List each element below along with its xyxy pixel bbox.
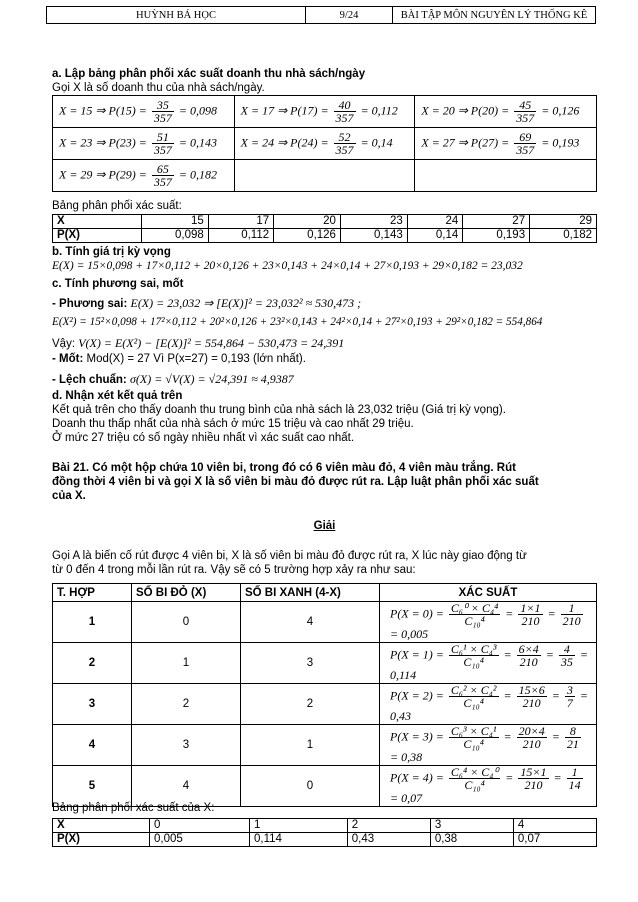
formula-lhs: X = 20 ⇒ P(20) = [421, 103, 513, 118]
solution-intro-line: từ 0 đến 4 trong mỗi lần rút ra. Vậy sẽ có 5 trường hợp xảy ra như sau: [52, 564, 416, 576]
formula-lhs: X = 24 ⇒ P(24) = [240, 135, 332, 150]
fraction-numerator: 3 [566, 683, 573, 697]
fraction [334, 99, 356, 124]
column-header: T. HỢP [53, 584, 132, 602]
blue-count-cell: 3 [241, 643, 380, 684]
formula-cell [234, 96, 415, 128]
column-header: XÁC SUẤT [380, 584, 597, 602]
formula-cell [234, 128, 415, 160]
problem-21-line: của X. [52, 490, 86, 502]
formula-result: = 0,126 [538, 103, 580, 118]
fraction [449, 684, 499, 709]
formula-result: = 0,098 [175, 103, 218, 118]
formula-lhs: P(X = 2) = [390, 688, 447, 703]
fraction [518, 602, 542, 627]
red-count-cell: 1 [132, 643, 241, 684]
fraction [334, 131, 356, 156]
part-d-line: Doanh thu thấp nhất của nhà sách ở mức 15 triệu và cao nhất 29 triệu. [52, 418, 414, 430]
fraction-denominator: 210 [521, 614, 540, 628]
fraction-denominator: 210 [524, 778, 543, 792]
fraction-numerator: 1 [567, 766, 583, 779]
row-label-x: X [53, 819, 150, 833]
fraction [449, 725, 499, 750]
p-value-cell: 0,193 [463, 229, 530, 243]
table-row [53, 643, 597, 684]
p-value-cell: 0,098 [142, 229, 209, 243]
probability-cell: P(X = 1) = $\frac{\text{C₆¹ × C₄³}}{\text{C₁₀⁴}}$ = $\frac{6\times 4}{210}$ = $\frac{4}{35}$ = 0,114 [380, 643, 597, 684]
x-value-cell: 15 [142, 215, 209, 229]
problem-21-line: đồng thời 4 viên bi và gọi X là số viên bi màu đỏ được rút ra. Lập luật phân phối xác suất [52, 476, 539, 488]
variance-formula-1: E(X) = 23,032 ⇒ [E(X)]² = 23,032² ≈ 530,473 ; [130, 296, 362, 310]
case-number-cell: 1 [53, 602, 132, 643]
fraction [517, 725, 547, 750]
std-formula: σ(X) = √V(X) = √24,391 ≈ 4,9387 [129, 372, 294, 386]
fraction-denominator: C₁₀⁴ [463, 737, 484, 751]
case-number-cell: 2 [53, 643, 132, 684]
formula-lhs: X = 15 ⇒ P(15) = [59, 103, 150, 118]
x-value-cell: 23 [340, 215, 407, 229]
p-value-cell: 0,143 [340, 229, 407, 243]
x-value-cell: 24 [407, 215, 463, 229]
page-header [46, 6, 596, 24]
formula-result: = 0,114 [390, 647, 588, 682]
fraction [517, 643, 541, 668]
variance-formula-2: E(X²) = 15²×0,098 + 17²×0,112 + 20²×0,126 + 23²×0,143 + 24²×0,14 + 27²×0,193 + 29²×0,182 = 554,864 [52, 316, 543, 328]
p-value-cell: 0,126 [274, 229, 341, 243]
formula-lhs: P(X = 0) = [390, 606, 447, 621]
std-label: - Lệch chuẩn: [52, 374, 130, 386]
fraction-denominator: 210 [522, 696, 541, 710]
part-c-title: c. Tính phương sai, mốt [52, 278, 184, 290]
fraction [517, 684, 547, 709]
empty-cell [234, 160, 415, 192]
fraction-numerator: 40 [334, 99, 356, 112]
blue-count-cell: 4 [241, 602, 380, 643]
p-value-cell: 0,43 [347, 833, 430, 847]
mode-text: Mod(X) = 27 Vì P(x=27) = 0,193 (lớn nhất). [86, 353, 306, 365]
fraction [518, 766, 548, 791]
dist-label-a: Bảng phân phối xác suất: [52, 200, 182, 212]
fraction [559, 643, 575, 668]
empty-cell [415, 160, 597, 192]
fraction-numerator: 15×1 [520, 765, 547, 779]
probability-cell: P(X = 0) = $\frac{\text{C₆⁰ × C₄⁴}}{\text{C₁₀⁴}}$ = $\frac{1\times 1}{210}$ = $\frac{1}{210}$ = 0,005 [380, 602, 597, 643]
formula-lhs: X = 29 ⇒ P(29) = [59, 167, 150, 182]
x-value-cell: 3 [430, 819, 513, 833]
fraction [449, 766, 500, 791]
part-d-line: Kết quả trên cho thấy doanh thu trung bình của nhà sách là 23,032 triệu (Giá trị kỳ vọng). [52, 404, 506, 416]
probability-cell: P(X = 4) = $\frac{\text{C₆⁴ × C₄⁰}}{\text{C₁₀⁴}}$ = $\frac{15\times 1}{210}$ = $\frac{1}{14}$ = 0,07 [380, 766, 597, 807]
header-page: 9/24 [306, 7, 393, 24]
fraction-numerator: 35 [152, 99, 174, 112]
fraction-denominator: 21 [566, 737, 579, 751]
problem-21-line: Bài 21. Có một hộp chứa 10 viên bi, trong đó có 6 viên màu đỏ, 4 viên màu trắng. Rút [52, 462, 516, 474]
probability-cell: P(X = 2) = $\frac{\text{C₆² × C₄²}}{\text{C₁₀⁴}}$ = $\frac{15\times 6}{210}$ = $\frac{3}{7}$ = 0,43 [380, 684, 597, 725]
part-d-line: Ở mức 27 triệu có số ngày nhiều nhất vì xác suất cao nhất. [52, 432, 355, 444]
distribution-table-a [52, 214, 597, 243]
variance-label: - Phương sai: [52, 298, 131, 310]
formula-cell [53, 96, 235, 128]
fraction-numerator: C₆⁰ × C₄⁴ [450, 601, 499, 615]
formula-lhs: P(X = 3) = [390, 729, 447, 744]
part-d-title: d. Nhận xét kết quả trên [52, 390, 183, 402]
fraction-denominator: C₁₀⁴ [464, 778, 485, 792]
formula-cell [53, 160, 235, 192]
fraction-denominator: 7 [566, 696, 573, 710]
table-row [53, 766, 597, 807]
fraction-denominator: 357 [153, 143, 172, 157]
cases-table [52, 583, 597, 807]
header-subject: BÀI TẬP MÔN NGUYÊN LÝ THỐNG KÊ [393, 7, 596, 24]
blue-count-cell: 0 [241, 766, 380, 807]
fraction-numerator: 52 [334, 131, 356, 144]
case-number-cell: 4 [53, 725, 132, 766]
part-b-title: b. Tính giá trị kỳ vọng [52, 246, 171, 258]
blue-count-cell: 1 [241, 725, 380, 766]
part-a-intro: Gọi X là số doanh thu của nhà sách/ngày. [52, 82, 265, 94]
fraction [449, 643, 499, 668]
fraction-numerator: C₆⁴ × C₄⁰ [450, 765, 499, 779]
probability-formula-table [52, 95, 597, 192]
fraction-numerator: 4 [559, 643, 575, 656]
row-label-px: P(X) [53, 229, 142, 243]
variance-result: V(X) = E(X²) − [E(X)]² = 554,864 − 530,473 = 24,391 [78, 336, 345, 350]
p-value-cell: 0,114 [249, 833, 347, 847]
formula-cell [415, 96, 597, 128]
x-value-cell: 1 [249, 819, 347, 833]
formula-cell [415, 128, 597, 160]
case-number-cell: 5 [53, 766, 132, 807]
fraction-numerator: C₆¹ × C₄³ [450, 642, 497, 656]
fraction [152, 99, 174, 124]
fraction-denominator: C₁₀⁴ [463, 696, 484, 710]
fraction-denominator: 357 [335, 111, 354, 125]
distribution-table-x [52, 818, 597, 847]
formula-lhs: X = 27 ⇒ P(27) = [421, 135, 513, 150]
fraction-denominator: 35 [560, 655, 573, 669]
formula-result: = 0,112 [357, 103, 398, 118]
column-header: SỐ BI XANH (4-X) [241, 584, 380, 602]
formula-result: = 0,182 [175, 167, 218, 182]
p-value-cell: 0,14 [407, 229, 463, 243]
fraction [514, 131, 536, 156]
fraction-denominator: 210 [562, 614, 581, 628]
formula-result: = 0,38 [390, 750, 423, 764]
p-value-cell: 0,005 [150, 833, 250, 847]
fraction [565, 684, 575, 709]
fraction-denominator: 14 [568, 778, 581, 792]
row-label-x: X [53, 215, 142, 229]
fraction-numerator: C₆² × C₄² [450, 683, 497, 697]
x-value-cell: 17 [208, 215, 273, 229]
formula-cell [53, 128, 235, 160]
fraction [449, 602, 500, 627]
formula-lhs: X = 17 ⇒ P(17) = [240, 103, 332, 118]
formula-lhs: X = 23 ⇒ P(23) = [59, 135, 150, 150]
fraction [514, 99, 536, 124]
fraction-denominator: 357 [153, 175, 172, 189]
formula-result: = 0,07 [390, 791, 423, 805]
fraction-denominator: 357 [516, 111, 535, 125]
table-row [53, 725, 597, 766]
formula-lhs: P(X = 1) = [390, 647, 447, 662]
fraction-denominator: 357 [516, 143, 535, 157]
fraction [152, 131, 174, 156]
dist-label-x: Bảng phân phối xác suất của X: [52, 802, 215, 814]
case-number-cell: 3 [53, 684, 132, 725]
fraction-numerator: 6×4 [518, 642, 539, 656]
fraction-denominator: 210 [522, 737, 541, 751]
x-value-cell: 4 [513, 819, 596, 833]
formula-result: = 0,14 [357, 135, 393, 150]
formula-result: = 0,43 [390, 688, 588, 723]
probability-cell: P(X = 3) = $\frac{\text{C₆³ × C₄¹}}{\text{C₁₀⁴}}$ = $\frac{20\times 4}{210}$ = $\frac{8}{21}$ = 0,38 [380, 725, 597, 766]
p-value-cell: 0,112 [208, 229, 273, 243]
formula-result: = 0,005 [390, 627, 429, 641]
fraction-numerator: 51 [152, 131, 174, 144]
header-author: HUỲNH BÁ HỌC [47, 7, 306, 24]
x-value-cell: 20 [274, 215, 341, 229]
formula-result: = 0,193 [538, 135, 580, 150]
x-value-cell: 27 [463, 215, 530, 229]
fraction-denominator: 210 [519, 655, 538, 669]
red-count-cell: 0 [132, 602, 241, 643]
red-count-cell: 2 [132, 684, 241, 725]
row-label-px: P(X) [53, 833, 150, 847]
formula-result: = 0,143 [175, 135, 218, 150]
red-count-cell: 3 [132, 725, 241, 766]
fraction-numerator: C₆³ × C₄¹ [450, 724, 497, 738]
column-header: SỐ BI ĐỎ (X) [132, 584, 241, 602]
table-row [53, 684, 597, 725]
variance-result-prefix: Vậy: [52, 338, 79, 350]
fraction [565, 725, 581, 750]
fraction-denominator: C₁₀⁴ [464, 614, 485, 628]
formula-lhs: P(X = 4) = [390, 770, 447, 785]
expectation-formula: E(X) = 15×0,098 + 17×0,112 + 20×0,126 + 23×0,143 + 24×0,14 + 27×0,193 + 29×0,182 = 23,032 [52, 260, 523, 272]
fraction-numerator: 1 [561, 602, 583, 615]
x-value-cell: 0 [150, 819, 250, 833]
blue-count-cell: 2 [241, 684, 380, 725]
fraction-denominator: 357 [335, 143, 354, 157]
x-value-cell: 29 [530, 215, 597, 229]
part-a-title: a. Lập bảng phân phối xác suất doanh thu nhà sách/ngày [52, 68, 366, 80]
fraction [567, 766, 583, 791]
p-value-cell: 0,182 [530, 229, 597, 243]
solution-intro-line: Gọi A là biến cố rút được 4 viên bi, X là số viên bi màu đỏ được rút ra, X lúc này giao động từ [52, 550, 527, 562]
table-row [53, 602, 597, 643]
fraction-numerator: 15×6 [518, 683, 545, 697]
fraction-numerator: 69 [514, 131, 536, 144]
fraction-numerator: 65 [152, 163, 174, 176]
red-count-cell: 4 [132, 766, 241, 807]
x-value-cell: 2 [347, 819, 430, 833]
fraction-denominator: C₁₀⁴ [463, 655, 484, 669]
fraction [152, 163, 174, 188]
fraction-numerator: 8 [565, 725, 581, 738]
p-value-cell: 0,07 [513, 833, 596, 847]
fraction-numerator: 1×1 [520, 601, 541, 615]
fraction [561, 602, 583, 627]
solution-label: Giải [313, 520, 336, 532]
mode-label: - Mốt: [52, 353, 87, 365]
fraction-denominator: 357 [153, 111, 172, 125]
fraction-numerator: 20×4 [518, 724, 545, 738]
fraction-numerator: 45 [514, 99, 536, 112]
p-value-cell: 0,38 [430, 833, 513, 847]
